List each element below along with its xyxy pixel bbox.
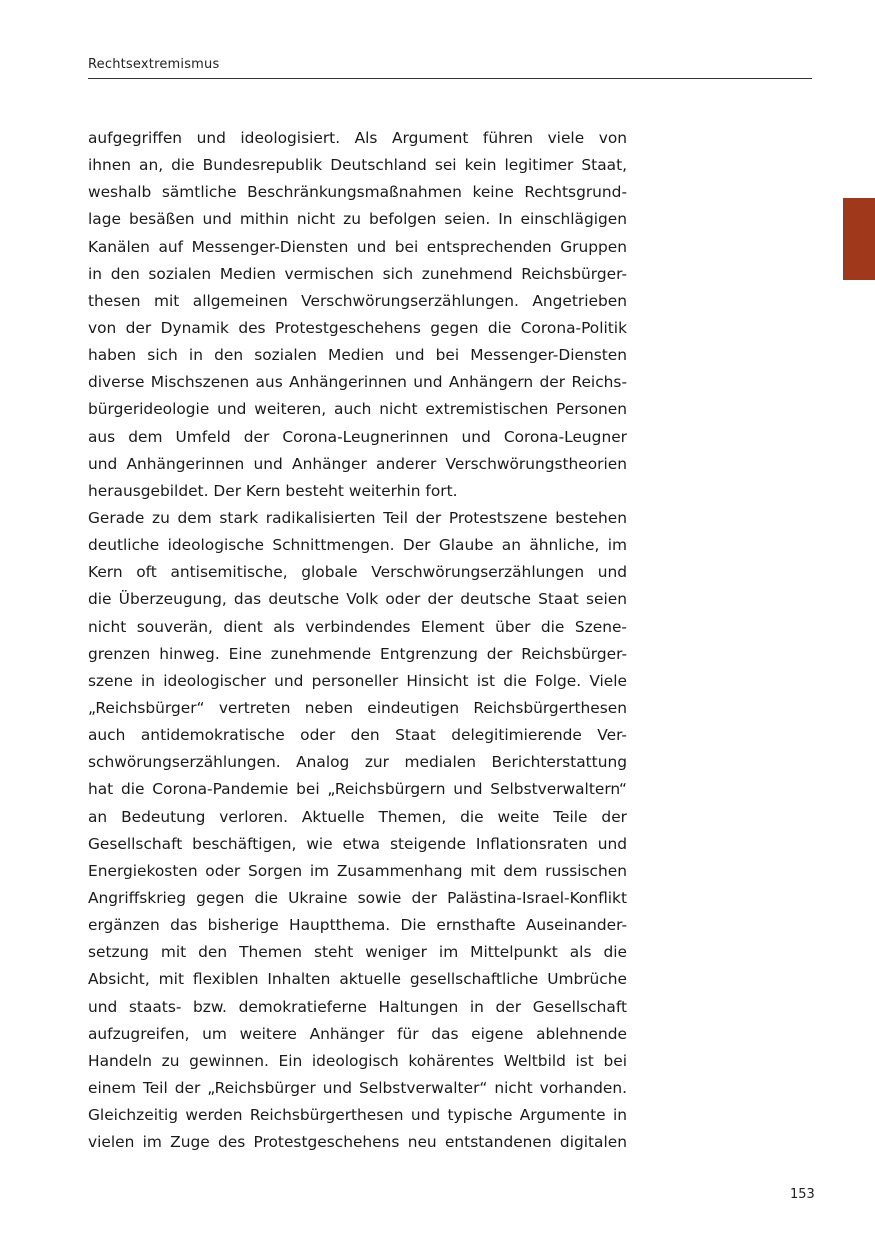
text-line: grenzen hinweg. Eine zunehmende Entgrenzung der Reichsbürger- — [88, 644, 627, 663]
text-line: Gleichzeitig werden Reichsbürgerthesen und typische Argumente in — [88, 1106, 627, 1125]
text-line: haben sich in den sozialen Medien und bei Messenger-Diensten — [88, 346, 627, 365]
text-line: weshalb sämtliche Beschränkungsmaßnahmen keine Rechtsgrund- — [88, 183, 627, 202]
text-line: aufzugreifen, um weitere Anhänger für das eigene ablehnende — [88, 1024, 627, 1043]
text-line: und Anhängerinnen und Anhänger anderer Verschwörungstheorien — [88, 454, 627, 473]
text-line: auch antidemokratische oder den Staat delegitimierende Ver- — [88, 726, 627, 745]
text-line: „Reichsbürger“ vertreten neben eindeutigen Reichsbürgerthesen — [88, 698, 627, 717]
header-rule — [88, 78, 812, 79]
text-line: deutliche ideologische Schnittmengen. Der Glaube an ähnliche, im — [88, 536, 627, 555]
running-head-title: Rechtsextremismus — [88, 57, 220, 72]
text-line: szene in ideologischer und personeller Hinsicht ist die Folge. Viele — [88, 671, 627, 690]
text-line: einem Teil der „Reichsbürger und Selbstverwalter“ nicht vorhanden. — [88, 1078, 627, 1097]
text-line: nicht souverän, dient als verbindendes Element über die Szene- — [88, 617, 627, 636]
text-line: hat die Corona-Pandemie bei „Reichsbürgern und Selbstverwaltern“ — [88, 780, 627, 799]
body-text — [88, 125, 627, 1156]
text-line: Kanälen auf Messenger-Diensten und bei entsprechenden Gruppen — [88, 237, 627, 256]
text-line: Handeln zu gewinnen. Ein ideologisch kohärentes Weltbild ist bei — [88, 1051, 627, 1070]
text-line: Absicht, mit flexiblen Inhalten aktuelle gesellschaftliche Umbrüche — [88, 970, 627, 989]
text-line: ihnen an, die Bundesrepublik Deutschland sei kein legitimer Staat, — [88, 156, 627, 175]
text-line: vielen im Zuge des Protestgeschehens neu entstandenen digitalen — [88, 1133, 627, 1152]
text-line: aufgegriffen und ideologisiert. Als Argument führen viele von — [88, 129, 627, 147]
text-line: bürgerideologie und weiteren, auch nicht extremistischen Personen — [88, 400, 627, 419]
text-line: Angriffskrieg gegen die Ukraine sowie der Palästina-Israel-Konflikt — [88, 888, 627, 907]
text-line: ergänzen das bisherige Hauptthema. Die ernsthafte Auseinander- — [88, 916, 627, 935]
text-line: diverse Mischszenen aus Anhängerinnen und Anhängern der Reichs- — [88, 373, 627, 392]
text-line: die Überzeugung, das deutsche Volk oder der deutsche Staat seien — [88, 590, 627, 609]
text-line: setzung mit den Themen steht weniger im Mittelpunkt als die — [88, 943, 627, 962]
chapter-tab-marker — [843, 198, 875, 280]
text-line: schwörungserzählungen. Analog zur medialen Berichterstattung — [88, 753, 627, 772]
text-line: Gerade zu dem stark radikalisierten Teil der Protestszene bestehen — [88, 508, 627, 527]
text-line: in den sozialen Medien vermischen sich zunehmend Reichsbürger- — [88, 264, 627, 283]
text-line: Energiekosten oder Sorgen im Zusammenhang mit dem russischen — [88, 861, 627, 880]
text-line: an Bedeutung verloren. Aktuelle Themen, die weite Teile der — [88, 807, 627, 826]
page-number: 153 — [790, 1187, 815, 1202]
text-line: Kern oft antisemitische, globale Verschwörungserzählungen und — [88, 563, 627, 582]
text-line: von der Dynamik des Protestgeschehens gegen die Corona-Politik — [88, 318, 627, 337]
text-line: thesen mit allgemeinen Verschwörungserzählungen. Angetrieben — [88, 291, 627, 310]
text-line: aus dem Umfeld der Corona-Leugnerinnen und Corona-Leugner — [88, 427, 627, 446]
text-line: lage besäßen und mithin nicht zu befolgen seien. In einschlägigen — [88, 210, 627, 229]
text-line: Gesellschaft beschäftigen, wie etwa steigende Inflationsraten und — [88, 834, 627, 853]
text-line: herausgebildet. Der Kern besteht weiterhin fort. — [88, 481, 458, 500]
text-line: und staats- bzw. demokratieferne Haltungen in der Gesellschaft — [88, 997, 627, 1016]
